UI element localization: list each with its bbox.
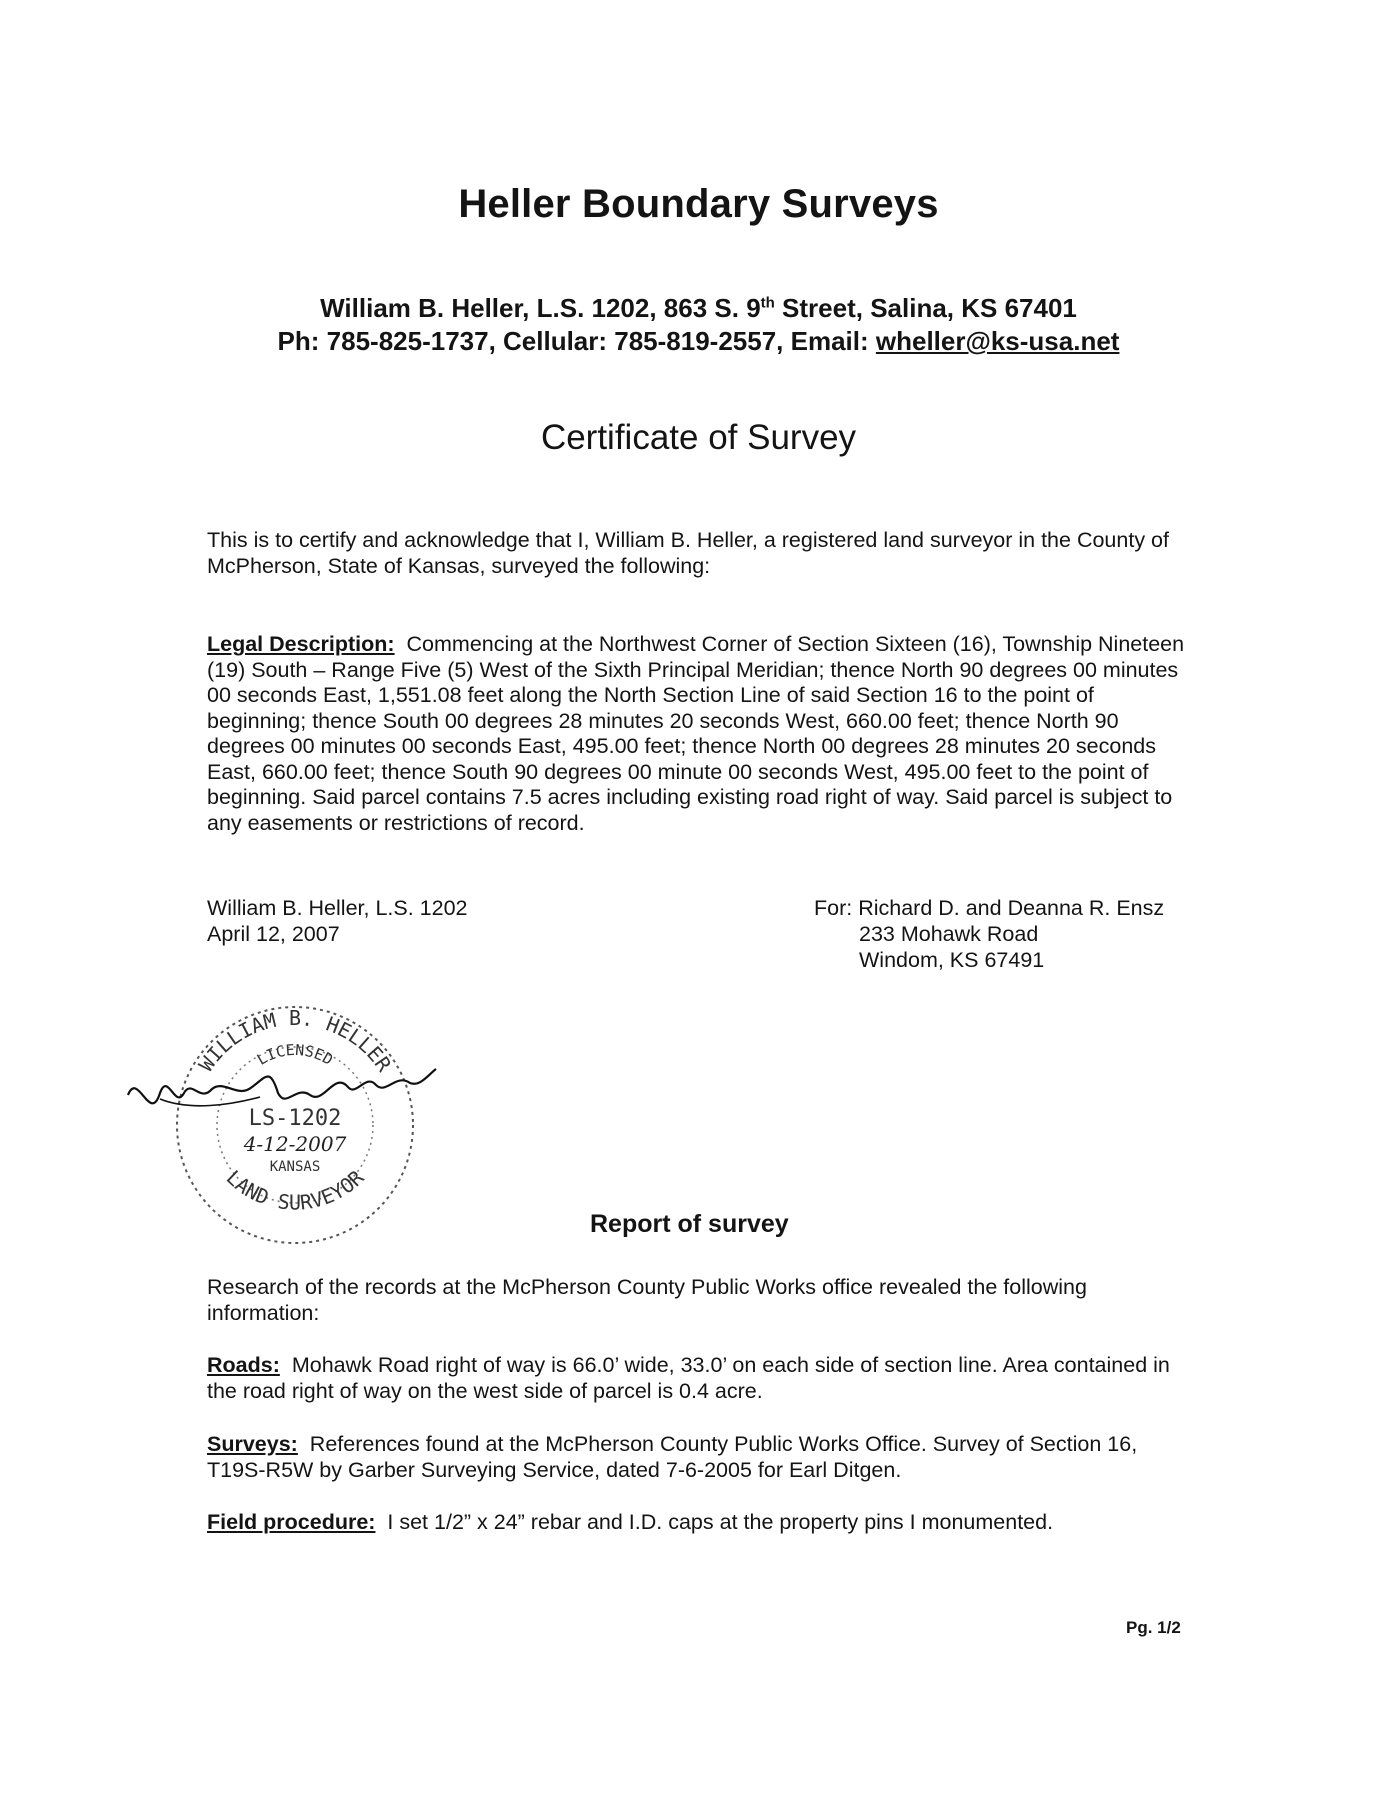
research-paragraph: Research of the records at the McPherson County Public Works office revealed the following information: xyxy=(207,1275,1087,1325)
legal-description xyxy=(207,632,1192,836)
client-for-line: For: Richard D. and Deanna R. Ensz xyxy=(814,896,1165,920)
surveyor-signature-block xyxy=(207,895,468,947)
ordinal-suffix: th xyxy=(760,294,775,312)
client-address-city: Windom, KS 67491 xyxy=(859,948,1045,972)
field-procedure-paragraph xyxy=(207,1510,1192,1536)
surveyor-name: William B. Heller, L.S. 1202 xyxy=(207,896,468,920)
surveys-text: References found at the McPherson County Public Works Office. Survey of Section 16, T19S-R5W by Garber Surveying Service, dated 7-6-2005 for Earl Ditgen. xyxy=(207,1432,1138,1482)
client-block xyxy=(814,895,1164,973)
seal-inner-arc-text: LICENSED xyxy=(253,1040,337,1069)
surveys-paragraph xyxy=(207,1432,1192,1483)
contact-address-line xyxy=(0,293,1397,324)
company-name: Heller Boundary Surveys xyxy=(458,182,939,226)
surveys-label: Surveys: xyxy=(207,1432,298,1456)
signature-underline-stroke xyxy=(160,1097,260,1106)
phone-text: Ph: 785-825-1737, Cellular: 785-819-2557, Email: xyxy=(277,326,876,356)
roads-label: Roads: xyxy=(207,1353,280,1377)
seal-number: LS-1202 xyxy=(248,1106,342,1131)
certificate-title: Certificate of Survey xyxy=(540,418,857,457)
contact-phone-line xyxy=(0,326,1397,357)
legal-description-label: Legal Description: xyxy=(207,632,395,656)
email-link[interactable]: wheller@ks-usa.net xyxy=(875,326,1120,356)
roads-text: Mohawk Road right of way is 66.0’ wide, 33.0’ on each side of section line. Area contained in the road right of way on the west side of parcel is 0.4 acre. xyxy=(207,1353,1170,1403)
roads-paragraph xyxy=(207,1353,1192,1404)
client-address-street: 233 Mohawk Road xyxy=(859,922,1039,946)
handwritten-signature xyxy=(128,1069,436,1103)
signature-date: April 12, 2007 xyxy=(207,922,340,946)
surveyor-seal-stamp xyxy=(120,975,440,1245)
page-number: Pg. 1/2 xyxy=(1126,1618,1181,1637)
field-procedure-text: I set 1/2” x 24” rebar and I.D. caps at the property pins I monumented. xyxy=(387,1510,1054,1534)
seal-state: KANSAS xyxy=(269,1159,321,1175)
report-title: Report of survey xyxy=(590,1210,789,1238)
certification-intro: This is to certify and acknowledge that I, William B. Heller, a registered land surveyor in the County of McPherson, State of Kansas, surveyed the following: xyxy=(207,528,1169,578)
seal-date: 4-12-2007 xyxy=(243,1132,347,1156)
seal-bottom-arc-text: LAND SURVEYOR xyxy=(221,1165,369,1215)
address-text: William B. Heller, L.S. 1202, 863 S. 9 xyxy=(320,293,761,323)
seal-top-arc-text: WILLIAM B. HELLER xyxy=(193,1006,397,1076)
field-procedure-label: Field procedure: xyxy=(207,1510,376,1534)
address-text-end: Street, Salina, KS 67401 xyxy=(774,293,1077,323)
legal-description-text: Commencing at the Northwest Corner of Section Sixteen (16), Township Nineteen (19) South – Range Five (5) West of the Sixth Principal Meridian; thence North 90 degrees 00 minutes 00 seconds East, 1,551.08 feet along the North Section Line of said Section 16 to the point of beginning; thence South 00 degrees 28 minutes 20 seconds West, 660.00 feet; thence North 90 degrees 00 minutes 00 seconds East, 495.00 feet; thence North 00 degrees 28 minutes 20 seconds East, 660.00 feet; thence South 90 degrees 00 minute 00 seconds West, 495.00 feet to the point of beginning. Said parcel contains 7.5 acres including existing road right of way. Said parcel is subject to any easements or restrictions of record. xyxy=(207,632,1185,835)
